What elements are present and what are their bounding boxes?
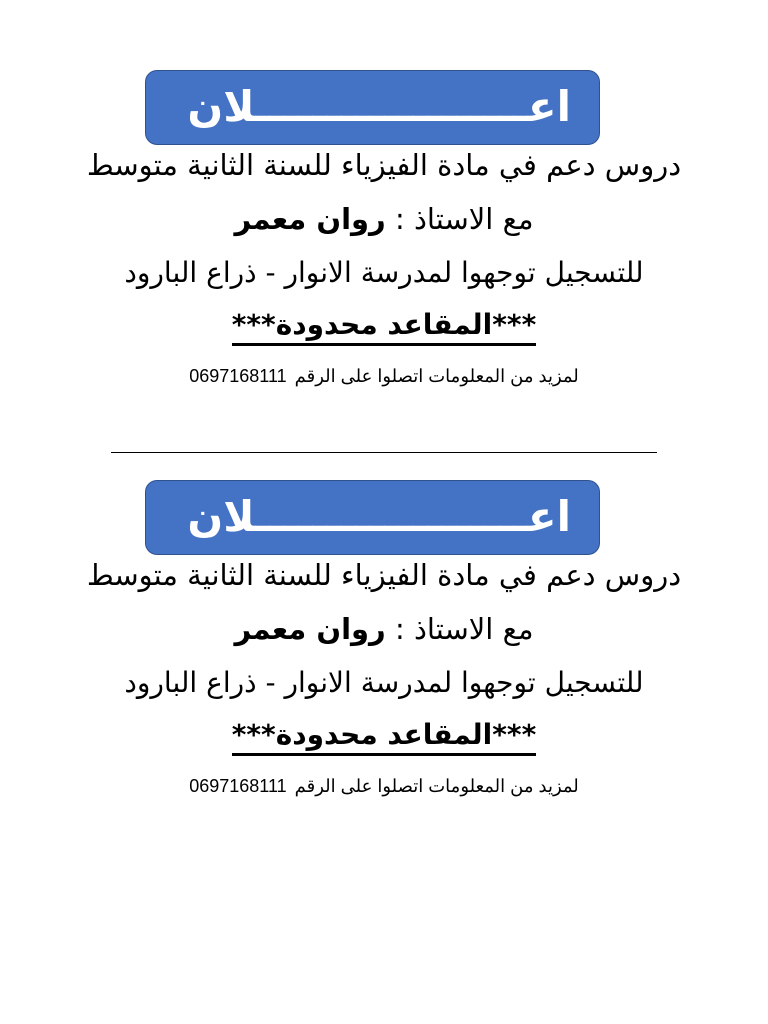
- limited-seats-line: [0, 718, 768, 756]
- registration-info: للتسجيل توجهوا لمدرسة الانوار - ذراع البارود: [124, 666, 644, 699]
- teacher-prefix: مع الاستاذ :: [385, 612, 534, 646]
- course-description: دروس دعم في مادة الفيزياء للسنة الثانية متوسط: [86, 148, 682, 182]
- contact-text: لمزيد من المعلومات اتصلوا على الرقم: [294, 366, 579, 386]
- contact-line: [0, 366, 768, 387]
- teacher-line: [0, 612, 768, 646]
- teacher-name: روان معمر: [234, 612, 386, 646]
- flyer-bottom: [0, 410, 768, 810]
- flyer-top: [0, 0, 768, 400]
- limited-seats: ***المقاعد محدودة***: [232, 308, 536, 346]
- announcement-banner: اعـــــــــــــــــــلان: [145, 480, 600, 555]
- limited-seats-line: [0, 308, 768, 346]
- contact-line: [0, 776, 768, 797]
- teacher-prefix: مع الاستاذ :: [385, 202, 534, 236]
- phone-number: 0697168111: [189, 366, 287, 386]
- teacher-name: روان معمر: [234, 202, 386, 236]
- teacher-line: [0, 202, 768, 236]
- course-description: دروس دعم في مادة الفيزياء للسنة الثانية متوسط: [86, 558, 682, 592]
- limited-seats: ***المقاعد محدودة***: [232, 718, 536, 756]
- registration-info: للتسجيل توجهوا لمدرسة الانوار - ذراع البارود: [124, 256, 644, 289]
- contact-text: لمزيد من المعلومات اتصلوا على الرقم: [294, 776, 579, 796]
- announcement-banner: اعـــــــــــــــــــلان: [145, 70, 600, 145]
- phone-number: 0697168111: [189, 776, 287, 796]
